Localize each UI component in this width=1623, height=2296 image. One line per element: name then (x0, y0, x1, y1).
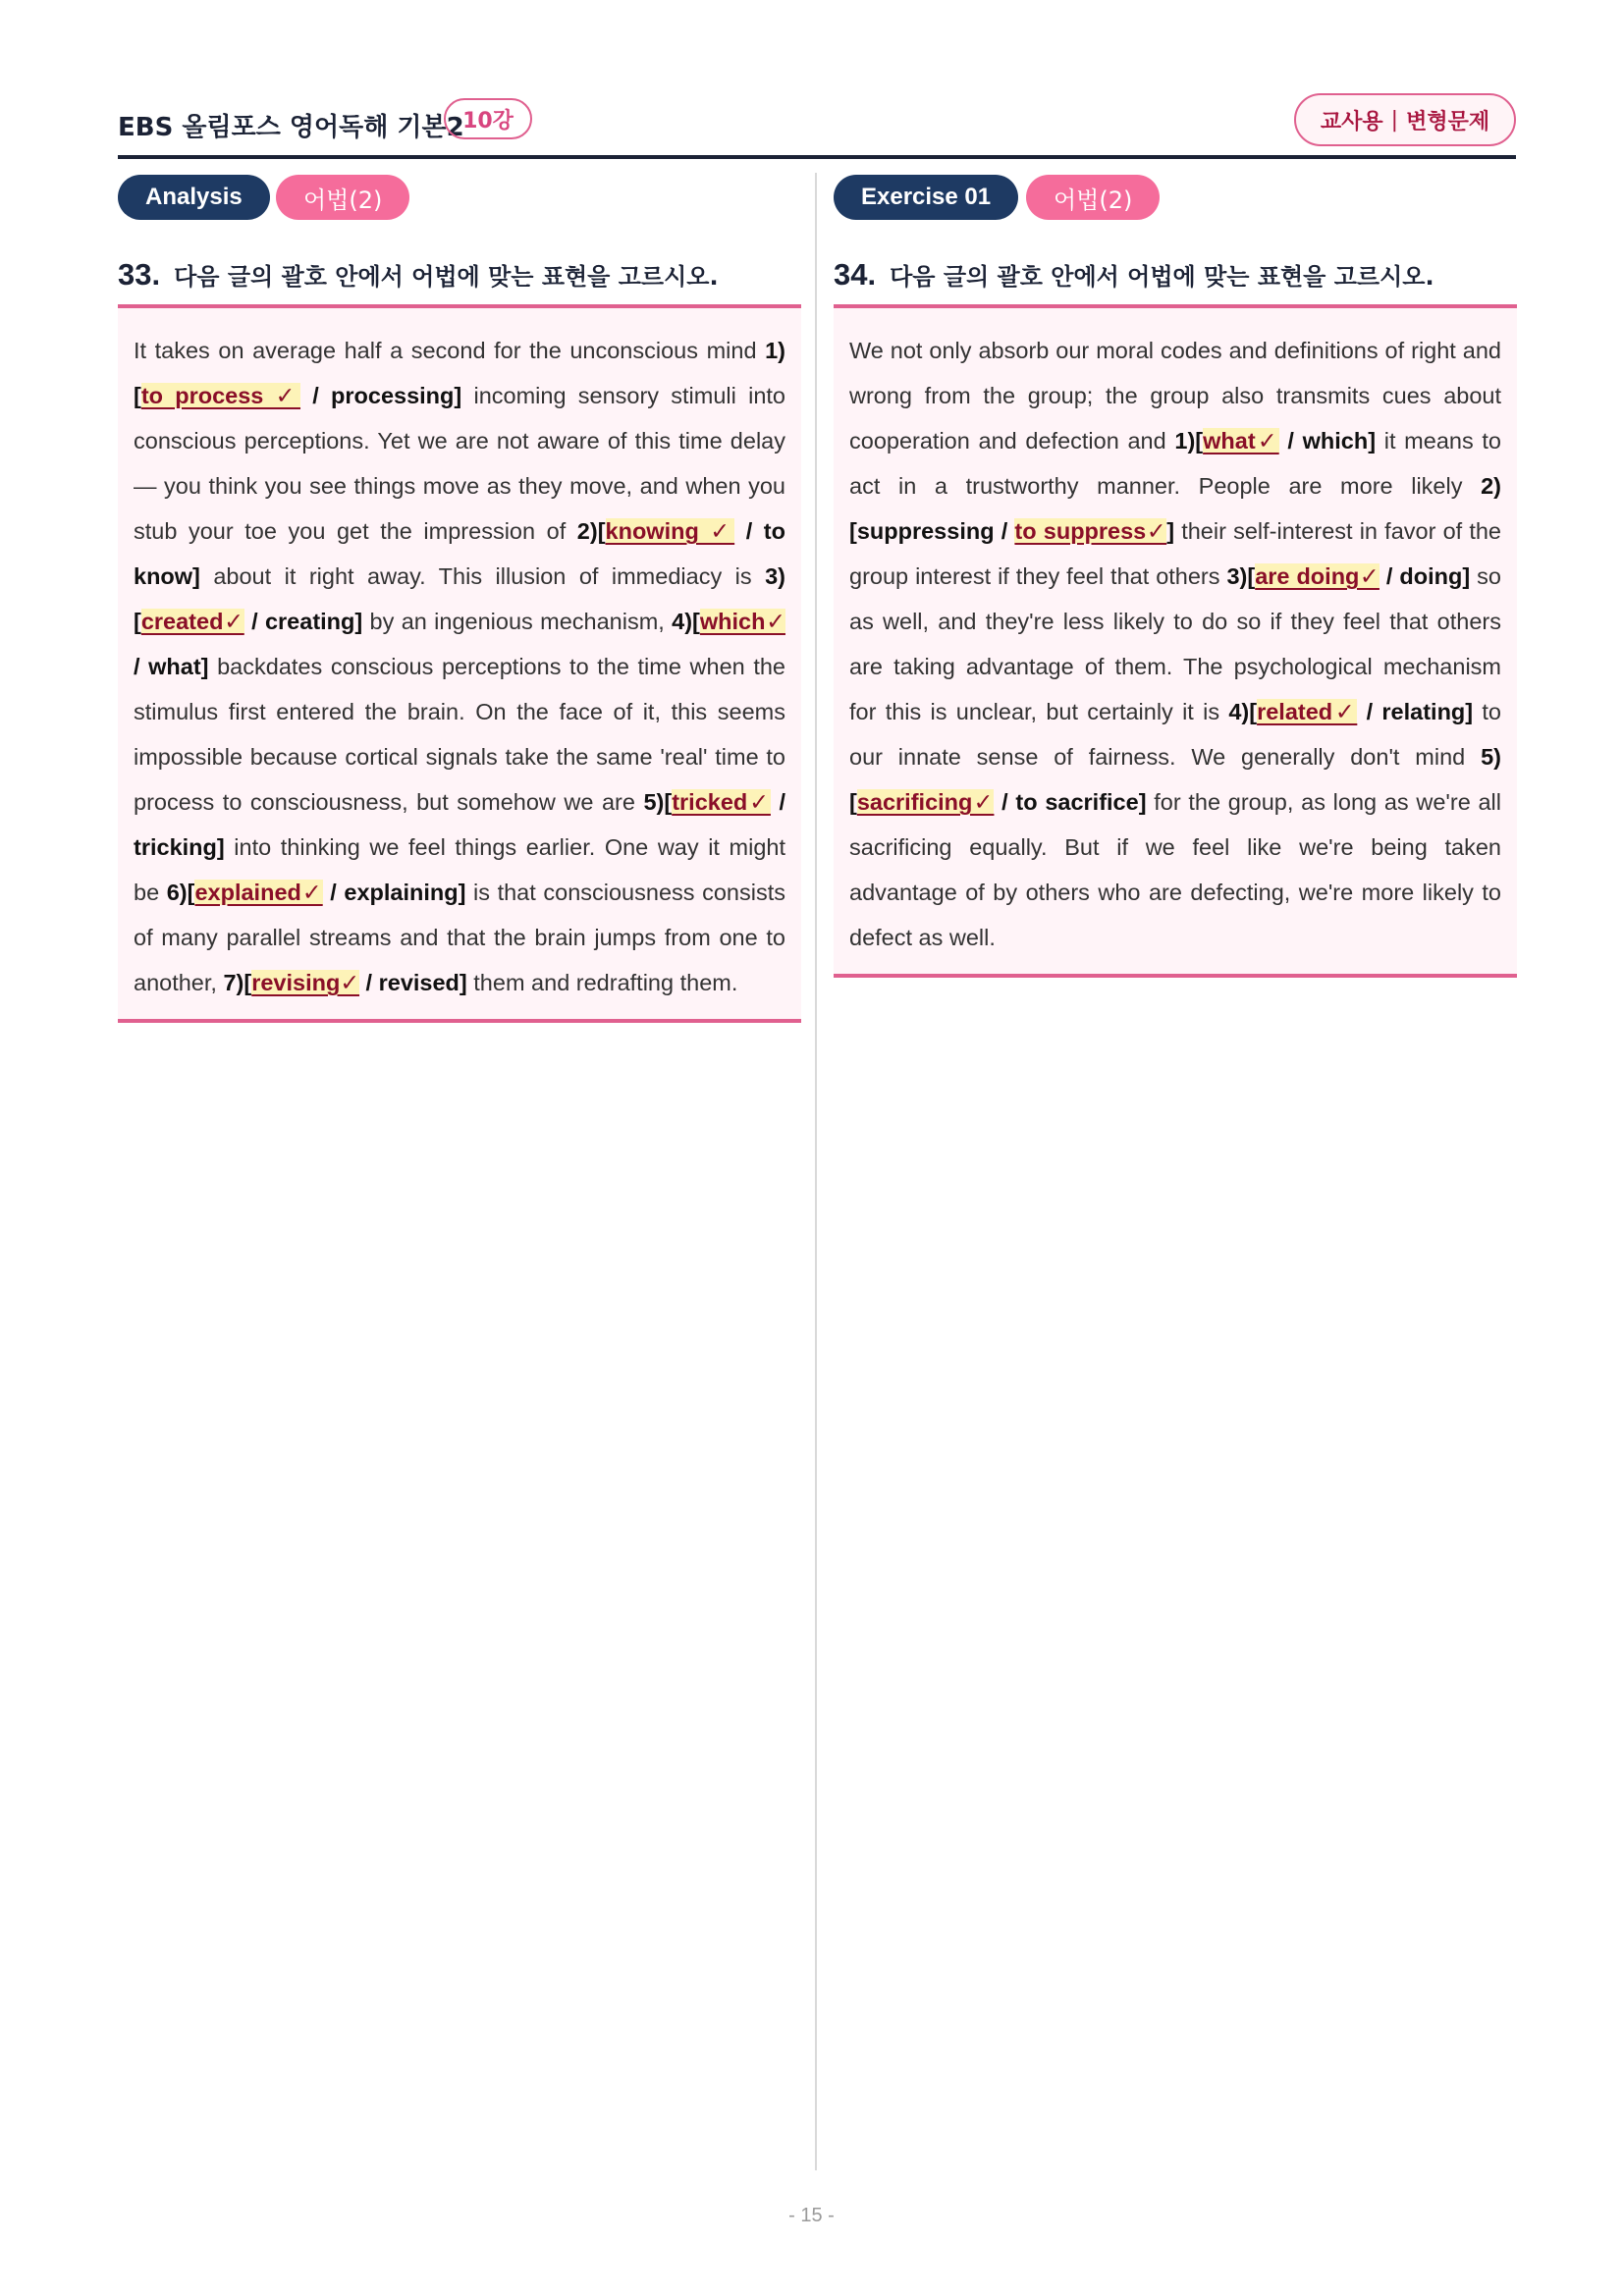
left-tags (118, 175, 801, 222)
choice-text: 2)[suppressing / (849, 473, 1501, 544)
page-header (118, 93, 1516, 152)
correct-answer: knowing ✓ (605, 518, 735, 544)
correct-answer: which✓ (699, 609, 785, 634)
correct-answer: sacrificing✓ (856, 789, 995, 815)
passage-33 (118, 308, 801, 1019)
analysis-tag: Analysis (118, 175, 270, 220)
edition-badge (1294, 93, 1516, 146)
correct-answer: explained✓ (194, 880, 323, 905)
choice-text: 3)[ (1226, 563, 1256, 589)
page-number: - 15 - (788, 2205, 835, 2226)
choice-text: / tricking] (134, 789, 785, 860)
choice-text: [ (134, 383, 141, 408)
exercise-tag: Exercise 01 (834, 175, 1018, 220)
correct-answer: to process ✓ (140, 383, 301, 408)
passage-bottom-rule (118, 1019, 801, 1023)
grammar-tag-left: 어법(2) (276, 175, 409, 220)
choice-text: / which] (1278, 428, 1377, 454)
passage-text: It takes on average half a second for the unconscious mind (134, 338, 766, 363)
passage-text: for the group, as long as we're all sacrificing equally. But if we feel like we're being taken advantage of by others who are defecting, we're more likely to defect as well. (849, 789, 1502, 950)
right-column (834, 175, 1517, 978)
header-rule (118, 155, 1516, 159)
choice-text: 7)[ (223, 970, 252, 995)
choice-text: / creating] (243, 609, 363, 634)
choice-text: / explaining] (322, 880, 466, 905)
passage-text: about it right away. This illusion of immediacy is (199, 563, 766, 589)
choice-text: 1)[ (1174, 428, 1204, 454)
choice-text: 5)[ (643, 789, 673, 815)
passage-text: is that consciousness consists of many parallel streams and that the brain jumps from one to another, (134, 880, 785, 995)
choice-text: / what] (134, 654, 209, 679)
passage-bottom-rule (834, 974, 1517, 978)
choice-text: 6)[ (166, 880, 195, 905)
book-title: EBS 올림포스 영어독해 기본2 (118, 113, 464, 142)
passage-text: to our innate sense of fairness. We generally don't mind (849, 699, 1501, 770)
choice-text: 5)[ (849, 744, 1501, 815)
passage-text: it means to act in a trustworthy manner. People are more likely (849, 428, 1501, 499)
column-divider (815, 173, 817, 2170)
correct-answer: revising✓ (251, 970, 360, 995)
choice-text: 4)[ (672, 609, 700, 634)
correct-answer: are doing✓ (1255, 563, 1380, 589)
choice-text: 3)[ (134, 563, 785, 634)
question-34 (834, 257, 1517, 296)
choice-text: / to know] (134, 518, 785, 589)
question-33 (118, 257, 801, 296)
edition-teacher-label: 교사용 (1320, 109, 1383, 134)
choice-text: / processing (300, 383, 455, 408)
passage-text: backdates conscious perceptions to the time when the stimulus first entered the brain. On the face of it, this seems impossible because cortical signals take the same 'real' time to process to consciousness, but somehow we are (134, 654, 785, 815)
correct-answer: tricked✓ (672, 789, 771, 815)
left-column (118, 175, 801, 1023)
passage-text: so as well, and they're less likely to do so if they feel that others are taking advantage of them. The psychological mechanism for this is unclear, but certainly it is (849, 563, 1501, 724)
passage-text: them and redrafting them. (466, 970, 738, 995)
edition-separator: | (1390, 107, 1399, 133)
choice-text: 2)[ (576, 518, 606, 544)
choice-text: / doing] (1379, 563, 1471, 589)
correct-answer: to suppress✓ (1014, 518, 1167, 544)
question-number: 34. (834, 257, 877, 292)
grammar-tag-right: 어법(2) (1026, 175, 1160, 220)
lesson-badge: 10강 (444, 98, 532, 139)
choice-text: 1) (765, 338, 785, 363)
passage-34 (834, 308, 1517, 974)
passage-text: into thinking we feel things earlier. One way it might be (134, 834, 785, 905)
right-tags (834, 175, 1517, 222)
choice-text: / revised] (359, 970, 467, 995)
choice-text: / relating] (1357, 699, 1474, 724)
choice-text: 4)[ (1228, 699, 1258, 724)
question-prompt: 다음 글의 괄호 안에서 어법에 맞는 표현을 고르시오. (174, 263, 719, 291)
choice-text: ] (1166, 518, 1175, 544)
passage-text: incoming sensory stimuli into conscious perceptions. Yet we are not aware of this time delay — you think you see things move as they move, and when you stub your toe you get the impression of (134, 383, 785, 544)
choice-text: / to sacrifice] (994, 789, 1147, 815)
edition-type-label: 변형문제 (1406, 109, 1490, 134)
question-prompt: 다음 글의 괄호 안에서 어법에 맞는 표현을 고르시오. (890, 263, 1434, 291)
correct-answer: related✓ (1257, 699, 1358, 724)
correct-answer: created✓ (140, 609, 244, 634)
question-number: 33. (118, 257, 161, 292)
choice-text: ] (454, 383, 462, 408)
correct-answer: what✓ (1203, 428, 1279, 454)
passage-text: their self-interest in favor of the group interest if they feel that others (849, 518, 1502, 589)
passage-text: by an ingenious mechanism, (362, 609, 673, 634)
passage-text: We not only absorb our moral codes and definitions of right and wrong from the group; the group also transmits cues about cooperation and defection and (849, 338, 1501, 454)
